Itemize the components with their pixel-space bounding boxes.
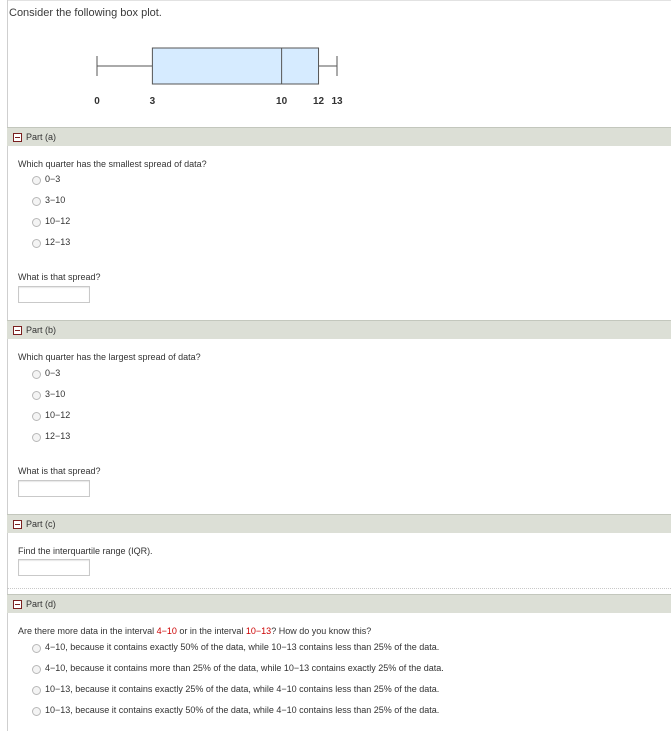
part-c-question: Find the interquartile range (IQR).: [18, 546, 153, 556]
radio-button[interactable]: [32, 665, 41, 674]
part-d-option-3[interactable]: [32, 683, 439, 695]
option-label: 3−10: [45, 389, 66, 399]
box-iqr: [152, 48, 318, 84]
interval-highlight: 10−13: [245, 626, 272, 636]
part-d-option-1[interactable]: [32, 641, 439, 653]
option-label: 10−12: [45, 410, 71, 420]
collapse-icon[interactable]: [13, 600, 22, 609]
tick-label-median: 10: [276, 96, 288, 107]
radio-button[interactable]: [32, 176, 41, 185]
part-b-followup: What is that spread?: [18, 466, 101, 476]
radio-button[interactable]: [32, 391, 41, 400]
part-d-question: [18, 626, 371, 636]
left-rule: [7, 0, 8, 731]
radio-button[interactable]: [32, 644, 41, 653]
option-label: 4−10, because it contains more than 25% of the data, while 10−13 contains exactly 25% of the data.: [45, 663, 444, 673]
top-rule: [7, 0, 671, 1]
part-a-followup: What is that spread?: [18, 272, 101, 282]
intro-text: Consider the following box plot.: [9, 7, 162, 19]
part-a-spread-input[interactable]: [18, 286, 90, 303]
radio-button[interactable]: [32, 218, 41, 227]
part-d-header[interactable]: [7, 594, 671, 613]
box-plot: [0, 40, 671, 90]
radio-button[interactable]: [32, 197, 41, 206]
part-a-header[interactable]: [7, 127, 671, 146]
option-label: 12−13: [45, 431, 71, 441]
option-label: 4−10, because it contains exactly 50% of the data, while 10−13 contains less than 25% of the data.: [45, 642, 440, 652]
part-c-header[interactable]: [7, 514, 671, 533]
part-c-title: Part (c): [26, 519, 56, 529]
option-label: 0−3: [45, 368, 61, 378]
part-c-iqr-input[interactable]: [18, 559, 90, 576]
collapse-icon[interactable]: [13, 326, 22, 335]
part-d-option-4[interactable]: [32, 704, 439, 716]
part-a-option-1[interactable]: [32, 173, 60, 185]
collapse-icon[interactable]: [13, 520, 22, 529]
part-a-title: Part (a): [26, 132, 57, 142]
part-b-title: Part (b): [26, 325, 57, 335]
part-b-spread-input[interactable]: [18, 480, 90, 497]
option-label: 0−3: [45, 174, 61, 184]
radio-button[interactable]: [32, 707, 41, 716]
part-b-option-1[interactable]: [32, 367, 60, 379]
radio-button[interactable]: [32, 239, 41, 248]
part-d-title: Part (d): [26, 599, 57, 609]
question-text: or in the interval: [176, 626, 246, 636]
tick-label-min: 0: [94, 96, 100, 107]
collapse-icon[interactable]: [13, 133, 22, 142]
part-b-option-3[interactable]: [32, 409, 70, 421]
option-label: 10−13, because it contains exactly 50% of the data, while 4−10 contains less than 25% of the data.: [45, 705, 440, 715]
radio-button[interactable]: [32, 686, 41, 695]
option-label: 3−10: [45, 195, 66, 205]
part-b-option-4[interactable]: [32, 430, 70, 442]
tick-label-q1: 3: [149, 96, 156, 107]
part-d-option-2[interactable]: [32, 662, 444, 674]
tick-label-max: 13: [331, 96, 343, 107]
part-b-question: Which quarter has the largest spread of data?: [18, 352, 201, 362]
part-a-option-2[interactable]: [32, 194, 65, 206]
radio-button[interactable]: [32, 370, 41, 379]
option-label: 10−12: [45, 216, 71, 226]
radio-button[interactable]: [32, 433, 41, 442]
interval-highlight: 4−10: [156, 626, 177, 636]
tick-label-q3: 12: [312, 96, 325, 107]
question-text: Are there more data in the interval: [18, 626, 157, 636]
divider: [7, 588, 671, 589]
radio-button[interactable]: [32, 412, 41, 421]
part-b-header[interactable]: [7, 320, 671, 339]
part-a-option-4[interactable]: [32, 236, 70, 248]
option-label: 12−13: [45, 237, 71, 247]
option-label: 10−13, because it contains exactly 25% of the data, while 4−10 contains less than 25% of the data.: [45, 684, 440, 694]
question-text: ? How do you know this?: [271, 626, 372, 636]
part-a-question: Which quarter has the smallest spread of data?: [18, 159, 207, 169]
part-b-option-2[interactable]: [32, 388, 65, 400]
part-a-option-3[interactable]: [32, 215, 70, 227]
